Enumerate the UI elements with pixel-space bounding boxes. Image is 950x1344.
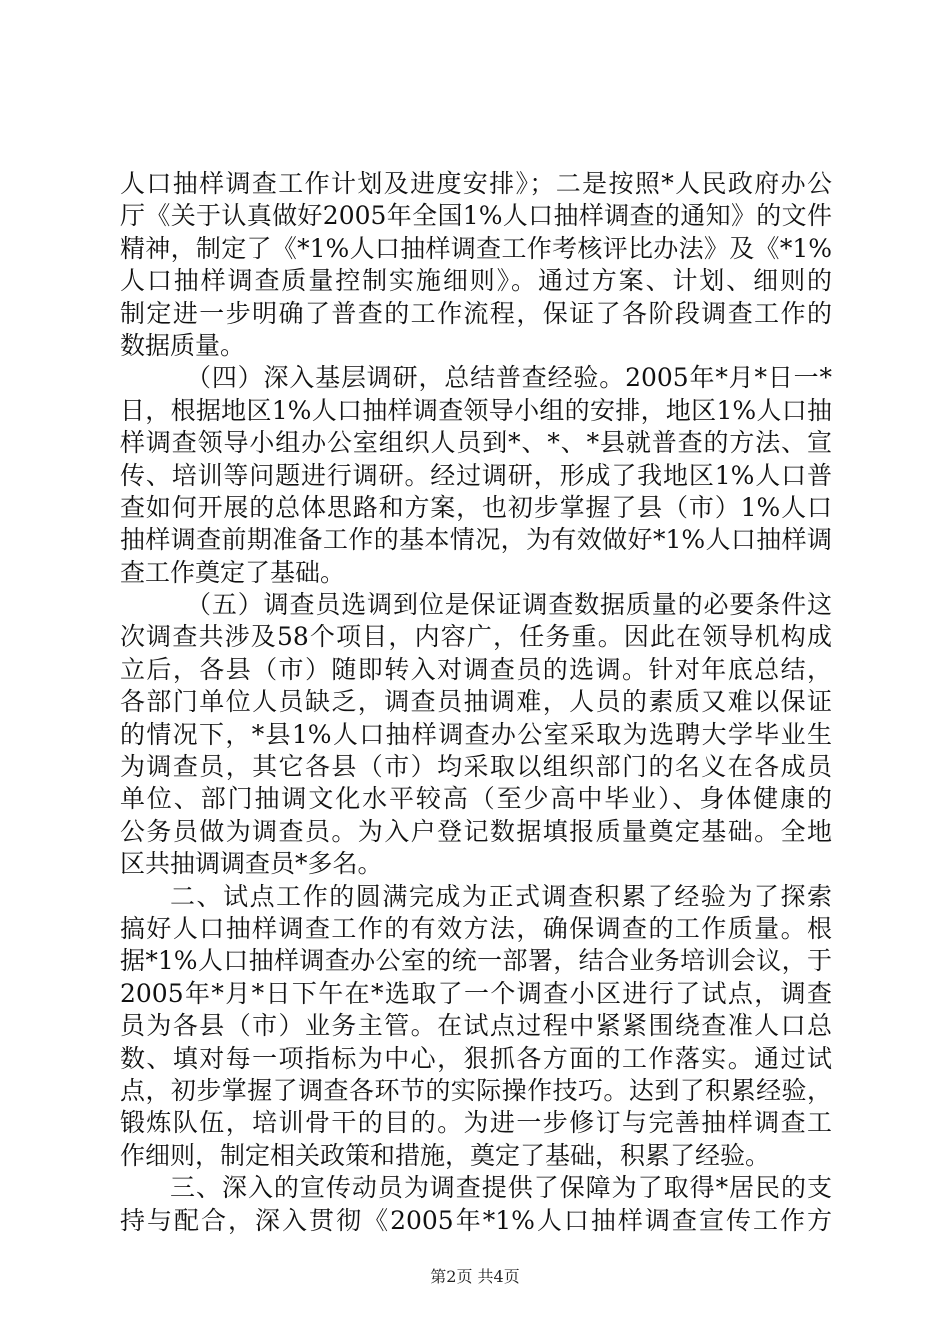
text-line: 人口抽样调查工作计划及进度安排》；二是按照*人民政府办公 bbox=[120, 169, 832, 198]
text-line: 点，初步掌握了调查各环节的实际操作技巧。达到了积累经验， bbox=[120, 1075, 832, 1105]
text-line: 传、培训等问题进行调研。经过调研，形成了我地区1%人口普 bbox=[120, 460, 832, 490]
text-line: 为调查员，其它各县（市）均采取以组织部门的名义在各成员 bbox=[120, 752, 832, 782]
text-line: 单位、部门抽调文化水平较高（至少高中毕业）、身体健康的 bbox=[120, 784, 832, 814]
text-line: 数据质量。 bbox=[120, 330, 246, 360]
text-line: 立后，各县（市）随即转入对调查员的选调。针对年底总结， bbox=[120, 654, 832, 684]
text-line: 查工作奠定了基础。 bbox=[120, 557, 346, 587]
text-line: 员为各县（市）业务主管。在试点过程中紧紧围绕查准人口总 bbox=[120, 1011, 832, 1041]
text-line: 持与配合，深入贯彻《2005年*1%人口抽样调查宣传工作方 bbox=[120, 1205, 832, 1235]
text-line: 各部门单位人员缺乏，调查员抽调难，人员的素质又难以保证 bbox=[120, 687, 832, 717]
text-line: 据*1%人口抽样调查办公室的统一部署，结合业务培训会议，于 bbox=[120, 946, 832, 976]
paragraph-start-line: （五）调查员选调到位是保证调查数据质量的必要条件这 bbox=[186, 590, 832, 620]
text-line: 作细则，制定相关政策和措施，奠定了基础，积累了经验。 bbox=[120, 1140, 771, 1170]
text-line: 日，根据地区1%人口抽样调查领导小组的安排，地区1%人口抽 bbox=[120, 395, 832, 425]
text-line: 的情况下，*县1%人口抽样调查办公室采取为选聘大学毕业生 bbox=[120, 719, 832, 749]
paragraph-start-line: （四）深入基层调研，总结普查经验。2005年*月*日一* bbox=[186, 363, 832, 393]
paragraph-start-line: 三、深入的宣传动员为调查提供了保障为了取得*居民的支 bbox=[170, 1173, 832, 1203]
text-line: 查如何开展的总体思路和方案，也初步掌握了县（市）1%人口 bbox=[120, 492, 832, 522]
text-line: 精神，制定了《*1%人口抽样调查工作考核评比办法》及《*1% bbox=[120, 233, 832, 263]
text-line: 次调查共涉及58个项目，内容广，任务重。因此在领导机构成 bbox=[120, 622, 832, 652]
text-line: 公务员做为调查员。为入户登记数据填报质量奠定基础。全地 bbox=[120, 816, 832, 846]
text-line: 数、填对每一项指标为中心，狠抓各方面的工作落实。通过试 bbox=[120, 1043, 832, 1073]
paragraph-start-line: 二、试点工作的圆满完成为正式调查积累了经验为了探索 bbox=[170, 881, 832, 911]
text-line: 锻炼队伍，培训骨干的目的。为进一步修订与完善抽样调查工 bbox=[120, 1108, 832, 1138]
text-line: 2005年*月*日下午在*选取了一个调查小区进行了试点，调查 bbox=[120, 978, 832, 1008]
text-line: 厅《关于认真做好2005年全国1%人口抽样调查的通知》的文件 bbox=[120, 201, 832, 231]
page-number-label: 第2页 共4页 bbox=[430, 1267, 520, 1286]
text-line: 样调查领导小组办公室组织人员到*、*、*县就普查的方法、宣 bbox=[120, 428, 832, 458]
text-line: 人口抽样调查质量控制实施细则》。通过方案、计划、细则的 bbox=[120, 266, 832, 296]
text-line: 搞好人口抽样调查工作的有效方法，确保调查的工作质量。根 bbox=[120, 913, 832, 943]
page-footer bbox=[0, 1267, 950, 1287]
text-line: 制定进一步明确了普查的工作流程，保证了各阶段调查工作的 bbox=[120, 298, 832, 328]
document-body bbox=[120, 168, 832, 1237]
text-line: 区共抽调调查员*多名。 bbox=[120, 849, 383, 879]
text-line: 抽样调查前期准备工作的基本情况，为有效做好*1%人口抽样调 bbox=[120, 525, 832, 555]
